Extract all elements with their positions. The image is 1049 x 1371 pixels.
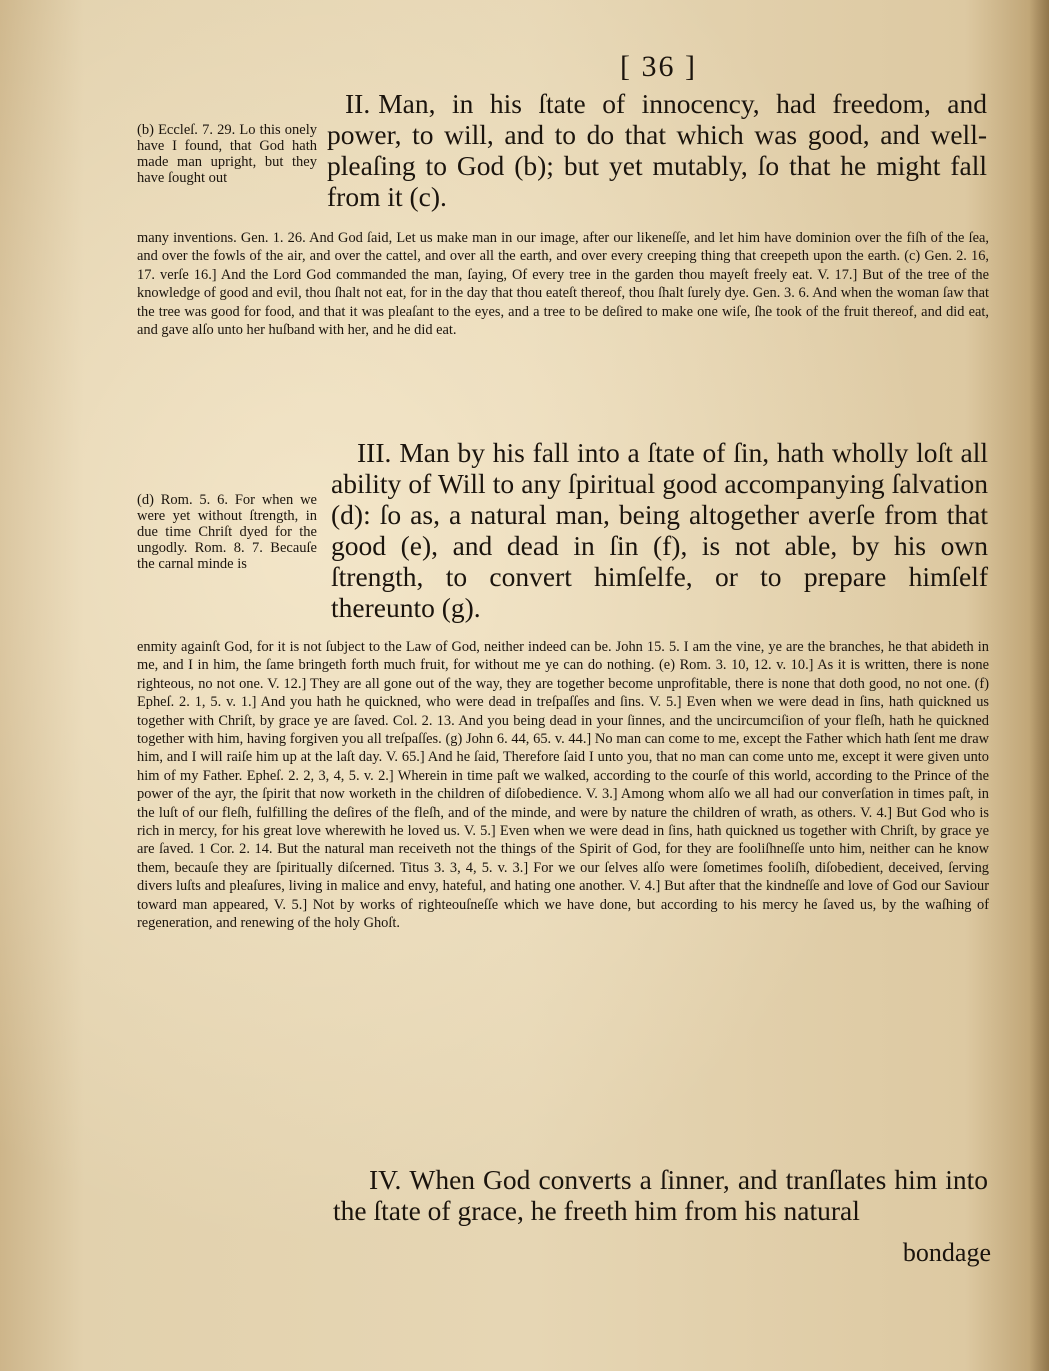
binding-shadow <box>1029 0 1049 1371</box>
article-4-text: When God converts a ſinner, and tranſlates him into the ſtate of grace, he freeth him from his natural <box>333 1164 988 1226</box>
article-3-text: Man by his fall into a ſtate of ſin, hath wholly loſt all ability of Will to any ſpiritual good accompanying ſalvation (d): ſo as, a natural man, being altogether averſe from that good (e), and dead in ſin (f), is not able, by his own ſtrength, to convert himſelfe, or to prepare himſelf thereunto (g). <box>331 437 988 623</box>
article-4 <box>333 1164 988 1226</box>
article-2-text: Man, in his ſtate of innocency, had freedom, and power, to will, and to do that which was good, and well-pleaſing to God (b); but yet mutably, ſo that he might fall from it (c). <box>327 88 987 212</box>
article-2 <box>327 88 987 212</box>
article-3 <box>331 437 988 623</box>
page-number: [ 36 ] <box>620 50 697 83</box>
catchword: bondage <box>902 1238 991 1267</box>
article-2-numeral: II. <box>345 88 371 119</box>
article-2-proof-texts: many inventions. Gen. 1. 26. And God ſaid, Let us make man in our image, after our likeneſſe, and let him have dominion over the fiſh of the ſea, and over the fowls of the air, and over the cattel, and over all the earth, and over every creeping thing that creepeth upon the earth. (c) Gen. 2. 16, 17. verſe 16.] And the Lord God commanded the man, ſaying, Of every tree in the garden thou mayeſt freely eat. V. 17.] But of the tree of the knowledge of good and evil, thou ſhalt not eat, for in the day that thou eateſt thereof, thou ſhalt ſurely dye. Gen. 3. 6. And when the woman ſaw that the tree was good for food, and that it was pleaſant to the eyes, and a tree to be deſired to make one wiſe, ſhe took of the fruit thereof, and did eat, and gave alſo unto her huſband with her, and he did eat. <box>137 230 989 339</box>
article-3-side-note: (d) Rom. 5. 6. For when we were yet without ſtrength, in due time Chriſt dyed for the ungodly. Rom. 8. 7. Becauſe the carnal minde is <box>137 492 317 572</box>
article-3-numeral: III. <box>357 437 392 468</box>
article-2-side-note: (b) Eccleſ. 7. 29. Lo this onely have I found, that God hath made man upright, but they have ſought out <box>137 122 317 186</box>
article-3-proof-texts: enmity againſt God, for it is not ſubject to the Law of God, neither indeed can be. John 15. 5. I am the vine, ye are the branches, he that abideth in me, and I in him, the ſame bringeth forth much fruit, for without me ye can do nothing. (e) Rom. 3. 10, 12. v. 10.] As it is written, there is none righteous, no not one. V. 12.] They are all gone out of the way, they are together become unprofitable, there is none that doth good, no not one. (f) Epheſ. 2. 1, 5. v. 1.] And you hath he quickned, who were dead in treſpaſſes and ſins. V. 5.] Even when we were dead in ſins, hath quickned us together with Chriſt, by grace ye are ſaved. Col. 2. 13. And you being dead in your ſinnes, and the uncircumciſion of your fleſh, hath he quickned together with him, having forgiven you all treſpaſſes. (g) John 6. 44, 65. v. 44.] No man can come to me, except the Father which hath ſent me draw him, and I will raiſe him up at the laſt day. V. 65.] And he ſaid, Therefore ſaid I unto you, that no man can come unto me, except it were given unto him of my Father. Epheſ. 2. 2, 3, 4, 5. v. 2.] Wherein in time paſt we walked, according to the courſe of this world, according to the Prince of the power of the ayr, the ſpirit that now worketh in the children of diſobedience. V. 3.] Among whom alſo we all had our converſation in times paſt, in the luſt of our fleſh, fulfilling the deſires of the fleſh, and of the minde, and were by nature the children of wrath, as others. V. 4.] But God who is rich in mercy, for his great love wherewith he loved us. V. 5.] Even when we were dead in ſins, hath quickned us together with Chriſt, by grace ye are ſaved. 1 Cor. 2. 14. But the natural man receiveth not the things of the Spirit of God, for they are fooliſhneſſe unto him, neither can he know them, becauſe they are ſpiritually diſcerned. Titus 3. 3, 4, 5. v. 3.] For we our ſelves alſo were ſometimes fooliſh, diſobedient, deceived, ſerving divers luſts and pleaſures, living in malice and envy, hateful, and hating one another. V. 4.] But after that the kindneſſe and love of God our Saviour toward man appeared, V. 5.] Not by works of righteouſneſſe which we have done, but according to his mercy he ſaved us, by the waſhing of regeneration, and renewing of the holy Ghoſt. <box>137 639 989 932</box>
article-4-numeral: IV. <box>369 1164 402 1195</box>
